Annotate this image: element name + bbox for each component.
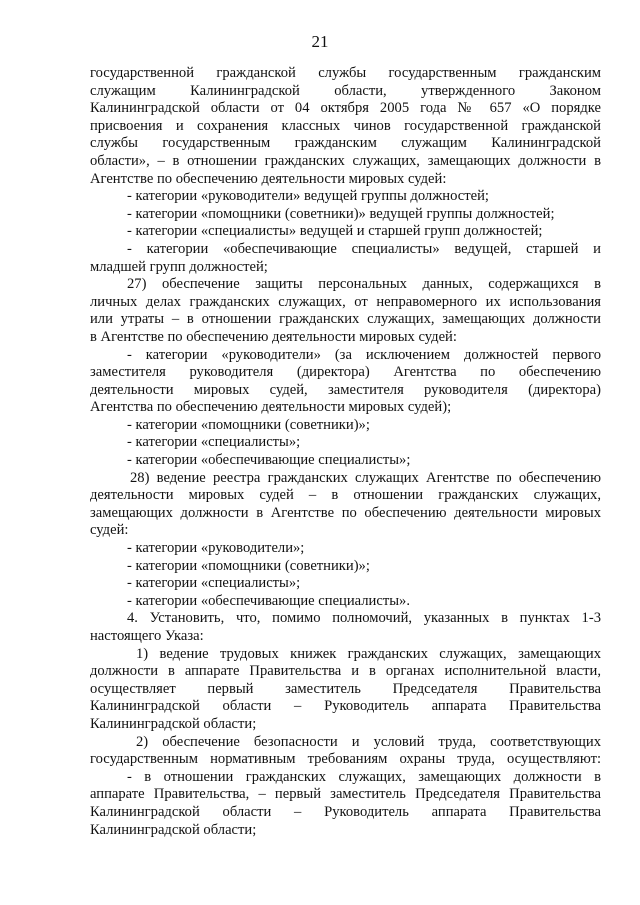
text-line: государственным нормативным требованиям охраны труда, осуществляют: xyxy=(90,751,601,768)
text-line: присвоения и сохранения классных чинов государственной гражданской xyxy=(90,117,601,134)
text-line: службы государственным гражданским служащим Калининградской xyxy=(90,135,601,152)
text-line: Калининградской области от 04 октября 2005 года № 657 «О порядке xyxy=(90,100,601,117)
text-line: области», – в отношении гражданских служащих, замещающих должности в xyxy=(90,152,601,169)
text-line: Калининградской области; xyxy=(90,715,257,732)
text-line: Калининградской области; xyxy=(90,821,257,838)
text-line: - в отношении гражданских служащих, замещающих должности в xyxy=(127,768,601,785)
text-line: 27) обеспечение защиты персональных данных, содержащихся в xyxy=(127,276,601,293)
text-line: 28) ведение реестра гражданских служащих Агентстве по обеспечению xyxy=(130,469,601,486)
text-line: деятельности мировых судей – в отношении гражданских служащих, xyxy=(90,487,601,504)
text-line: - категории «помощники (советники)»; xyxy=(127,557,370,574)
text-line: должности в аппарате Правительства и в органах исполнительной власти, xyxy=(90,663,601,680)
text-line: Агентства по обеспечению деятельности мировых судей); xyxy=(90,399,452,416)
text-line: осуществляет первый заместитель Председателя Правительства xyxy=(90,680,601,697)
text-line: - категории «помощники (советники)»; xyxy=(127,416,370,433)
text-line: - категории «обеспечивающие специалисты»; xyxy=(127,452,411,469)
text-line: служащим Калининградской области, утвержденного Законом xyxy=(90,82,601,99)
text-line: 4. Установить, что, помимо полномочий, указанных в пунктах 1-3 xyxy=(127,610,601,627)
text-line: настоящего Указа: xyxy=(90,628,204,644)
page-number: 21 xyxy=(311,32,329,51)
text-line: - категории «руководители»; xyxy=(127,540,305,557)
text-line: Агентстве по обеспечению деятельности мировых судей: xyxy=(90,170,447,187)
text-line: 2) обеспечение безопасности и условий труда, соответствующих xyxy=(136,733,601,750)
text-line: замещающих должности в Агентстве по обеспечению деятельности мировых xyxy=(90,504,601,521)
text-line: - категории «обеспечивающие специалисты». xyxy=(127,592,410,609)
text-line: государственной гражданской службы государственным гражданским xyxy=(90,65,601,81)
text-line: младшей групп должностей; xyxy=(90,258,268,275)
text-line: личных делах гражданских служащих, от неправомерного их использования xyxy=(90,293,601,310)
text-line: - категории «руководители» ведущей группы должностей; xyxy=(127,188,489,205)
text-line: деятельности мировых судей, заместителя руководителя (директора) xyxy=(90,381,601,398)
text-line: судей: xyxy=(90,522,129,539)
text-line: в Агентстве по обеспечению деятельности мировых судей: xyxy=(90,328,457,345)
text-line: - категории «специалисты»; xyxy=(127,575,301,592)
text-line: Калининградской области – Руководитель аппарата Правительства xyxy=(90,698,601,715)
text-line: 1) ведение трудовых книжек гражданских служащих, замещающих xyxy=(136,645,601,662)
text-line: - категории «специалисты» ведущей и старшей групп должностей; xyxy=(127,223,543,240)
text-line: аппарате Правительства, – первый заместитель Председателя Правительства xyxy=(90,786,601,803)
text-line: Калининградской области – Руководитель аппарата Правительства xyxy=(90,803,601,820)
text-line: или утраты – в отношении гражданских служащих, замещающих должности xyxy=(90,311,601,328)
text-line: - категории «руководители» (за исключением должностей первого xyxy=(127,346,601,363)
text-line: - категории «обеспечивающие специалисты» ведущей, старшей и xyxy=(127,240,601,257)
document-body xyxy=(90,65,601,839)
text-line: заместителя руководителя (директора) Агентства по обеспечению xyxy=(90,364,601,381)
text-line: - категории «помощники (советники)» ведущей группы должностей; xyxy=(127,205,555,222)
text-line: - категории «специалисты»; xyxy=(127,434,301,451)
